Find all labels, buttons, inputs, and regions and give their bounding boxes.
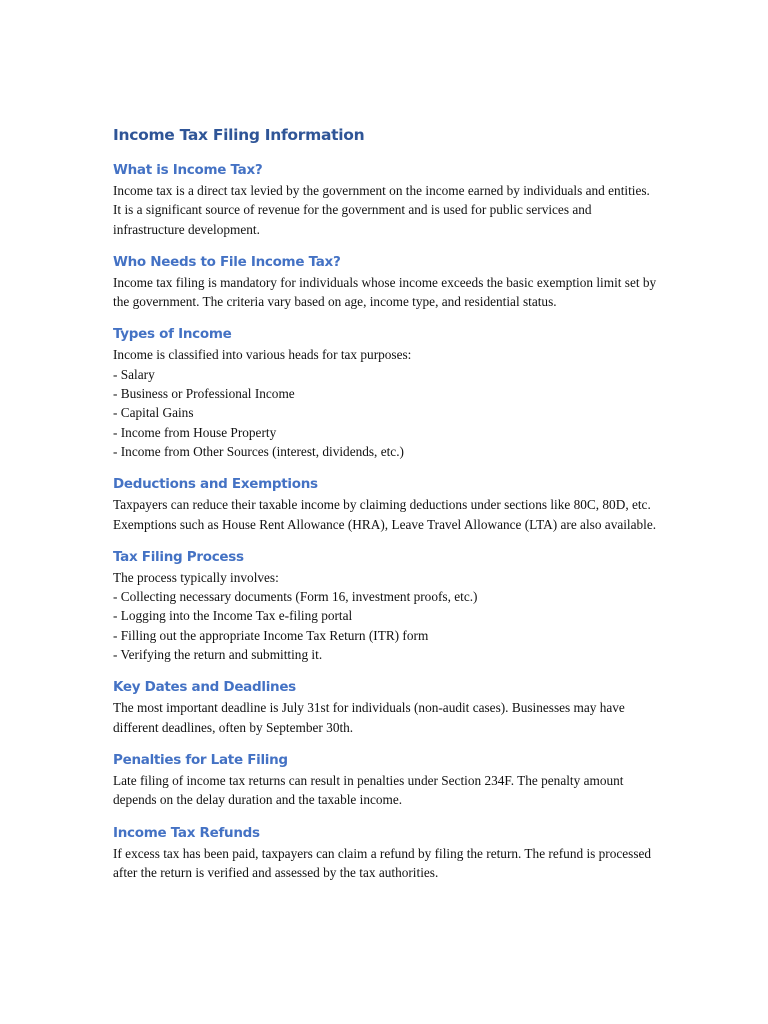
list-item: - Income from House Property [113,424,277,440]
section-heading: Deductions and Exemptions [113,476,318,493]
list-item: - Salary [113,366,155,382]
section-paragraph: Income tax is a direct tax levied by the government on the income earned by individuals and entities. It is a significant source of revenue for the government and is used for public services and infrastructure development. [113,183,650,237]
list-item: - Collecting necessary documents (Form 16, investment proofs, etc.) [113,589,478,605]
list-item: - Business or Professional Income [113,386,295,402]
section-types-of-income [113,324,661,461]
section-key-dates [113,677,661,737]
document-title: Income Tax Filing Information [113,126,365,144]
section-paragraph: The process typically involves: [113,569,279,585]
section-heading: Types of Income [113,326,232,343]
section-heading: Penalties for Late Filing [113,751,288,768]
section-tax-filing-process [113,547,661,664]
section-paragraph: Income tax filing is mandatory for individuals whose income exceeds the basic exemption limit set by the government. The criteria vary based on age, income type, and residential status. [113,274,657,310]
section-who-needs-to-file [113,252,661,312]
section-heading: Who Needs to File Income Tax? [113,253,341,270]
list-item: - Income from Other Sources (interest, dividends, etc.) [113,443,404,459]
income-types-list [113,365,661,461]
section-paragraph: Late filing of income tax returns can result in penalties under Section 234F. The penalty amount depends on the delay duration and the taxable income. [113,772,624,808]
section-heading: Key Dates and Deadlines [113,679,296,696]
section-paragraph: Taxpayers can reduce their taxable income by claiming deductions under sections like 80C, 80D, etc. Exemptions such as House Rent Allowance (HRA), Leave Travel Allowance (LTA) are also available. [113,497,657,532]
section-what-is-income-tax [113,160,661,239]
list-item: - Logging into the Income Tax e-filing portal [113,608,353,624]
filing-steps-list [113,587,661,664]
document-page [113,124,661,895]
section-heading: What is Income Tax? [113,162,263,178]
list-item: - Capital Gains [113,405,194,421]
section-penalties [113,750,661,810]
section-heading: Income Tax Refunds [113,824,260,841]
section-paragraph: The most important deadline is July 31st for individuals (non-audit cases). Businesses may have different deadlines, often by September 30th. [113,700,625,735]
section-paragraph: If excess tax has been paid, taxpayers can claim a refund by filing the return. The refund is processed after the return is verified and assessed by the tax authorities. [113,845,652,880]
list-item: - Filling out the appropriate Income Tax Return (ITR) form [113,627,429,643]
section-heading: Tax Filing Process [113,548,244,565]
list-item: - Verifying the return and submitting it. [113,647,323,663]
section-paragraph: Income is classified into various heads for tax purposes: [113,347,412,363]
section-refunds [113,823,661,883]
section-deductions-exemptions [113,474,661,534]
